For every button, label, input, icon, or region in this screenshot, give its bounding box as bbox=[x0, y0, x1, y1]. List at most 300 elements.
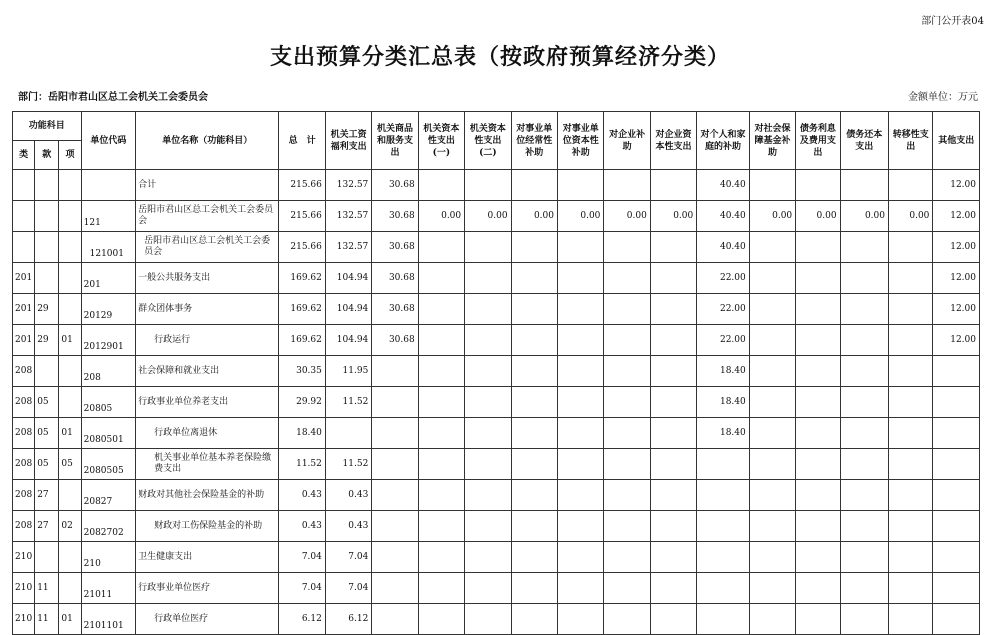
cell-value bbox=[557, 232, 603, 263]
cell-value bbox=[372, 480, 418, 511]
cell-unit-code: 20805 bbox=[81, 387, 136, 418]
cell-value: 12.00 bbox=[933, 325, 980, 356]
cell-lei: 201 bbox=[13, 294, 35, 325]
cell-unit-code: 20129 bbox=[81, 294, 136, 325]
cell-value bbox=[511, 170, 557, 201]
cell-value bbox=[511, 604, 557, 635]
cell-xiang bbox=[59, 232, 81, 263]
cell-value bbox=[372, 356, 418, 387]
cell-value bbox=[418, 325, 464, 356]
cell-xiang bbox=[59, 542, 81, 573]
table-body bbox=[13, 170, 980, 635]
cell-value bbox=[749, 480, 795, 511]
header-xiang: 项 bbox=[59, 141, 81, 170]
cell-value bbox=[840, 480, 888, 511]
cell-value bbox=[650, 263, 696, 294]
cell-value: 0.00 bbox=[889, 201, 933, 232]
cell-value bbox=[889, 573, 933, 604]
header-col: 对个人和家庭的补助 bbox=[697, 112, 749, 170]
cell-value: 0.00 bbox=[749, 201, 795, 232]
cell-value bbox=[889, 387, 933, 418]
header-col: 对社会保障基金补助 bbox=[749, 112, 795, 170]
header-func-group: 功能科目 bbox=[13, 112, 82, 141]
cell-value bbox=[465, 418, 511, 449]
cell-value: 132.57 bbox=[325, 201, 371, 232]
table-row bbox=[13, 232, 980, 263]
cell-value bbox=[650, 232, 696, 263]
cell-unit-code bbox=[81, 170, 136, 201]
cell-value bbox=[511, 263, 557, 294]
table-row bbox=[13, 170, 980, 201]
cell-xiang: 05 bbox=[59, 449, 81, 480]
cell-value bbox=[650, 480, 696, 511]
cell-value bbox=[418, 604, 464, 635]
cell-total: 215.66 bbox=[279, 170, 325, 201]
cell-value bbox=[749, 294, 795, 325]
cell-value bbox=[749, 325, 795, 356]
cell-value bbox=[604, 449, 650, 480]
cell-total: 169.62 bbox=[279, 263, 325, 294]
cell-value bbox=[840, 232, 888, 263]
cell-total: 6.12 bbox=[279, 604, 325, 635]
cell-value bbox=[557, 480, 603, 511]
table-row bbox=[13, 325, 980, 356]
cell-value bbox=[557, 573, 603, 604]
cell-kuan: 29 bbox=[35, 325, 59, 356]
cell-value bbox=[889, 449, 933, 480]
cell-unit-name: 卫生健康支出 bbox=[136, 542, 279, 573]
cell-value bbox=[650, 604, 696, 635]
cell-value bbox=[557, 356, 603, 387]
table-row bbox=[13, 356, 980, 387]
cell-value bbox=[889, 294, 933, 325]
cell-value: 22.00 bbox=[697, 263, 749, 294]
cell-value bbox=[418, 263, 464, 294]
cell-value bbox=[840, 356, 888, 387]
cell-lei bbox=[13, 170, 35, 201]
cell-value: 104.94 bbox=[325, 263, 371, 294]
cell-value bbox=[933, 387, 980, 418]
header-col: 机关工资福利支出 bbox=[325, 112, 371, 170]
cell-value bbox=[465, 542, 511, 573]
header-kuan: 款 bbox=[35, 141, 59, 170]
cell-kuan: 27 bbox=[35, 480, 59, 511]
cell-unit-name: 岳阳市君山区总工会机关工会委员会 bbox=[136, 201, 279, 232]
cell-value bbox=[418, 356, 464, 387]
cell-unit-name: 岳阳市君山区总工会机关工会委员会 bbox=[136, 232, 279, 263]
cell-value bbox=[418, 232, 464, 263]
cell-xiang bbox=[59, 480, 81, 511]
cell-unit-name: 一般公共服务支出 bbox=[136, 263, 279, 294]
cell-value bbox=[796, 449, 840, 480]
cell-lei bbox=[13, 232, 35, 263]
cell-value bbox=[372, 542, 418, 573]
cell-value bbox=[796, 263, 840, 294]
cell-value bbox=[889, 511, 933, 542]
cell-value: 0.00 bbox=[557, 201, 603, 232]
cell-value: 40.40 bbox=[697, 201, 749, 232]
cell-value bbox=[796, 170, 840, 201]
table-row bbox=[13, 542, 980, 573]
cell-value: 0.00 bbox=[650, 201, 696, 232]
cell-value bbox=[889, 325, 933, 356]
cell-value bbox=[511, 356, 557, 387]
cell-value: 0.00 bbox=[840, 201, 888, 232]
cell-total: 215.66 bbox=[279, 201, 325, 232]
cell-unit-code: 121 bbox=[81, 201, 136, 232]
cell-lei: 208 bbox=[13, 387, 35, 418]
cell-value: 6.12 bbox=[325, 604, 371, 635]
table-row bbox=[13, 418, 980, 449]
cell-value bbox=[840, 294, 888, 325]
cell-value bbox=[604, 325, 650, 356]
cell-value bbox=[604, 511, 650, 542]
table-row bbox=[13, 573, 980, 604]
cell-lei: 208 bbox=[13, 356, 35, 387]
header-lei: 类 bbox=[13, 141, 35, 170]
cell-value: 0.00 bbox=[796, 201, 840, 232]
cell-value bbox=[418, 387, 464, 418]
cell-value bbox=[511, 387, 557, 418]
table-row bbox=[13, 201, 980, 232]
cell-unit-name: 财政对工伤保险基金的补助 bbox=[136, 511, 279, 542]
page-title: 支出预算分类汇总表（按政府预算经济分类） bbox=[269, 44, 730, 70]
cell-unit-code: 2080505 bbox=[81, 449, 136, 480]
cell-unit-code: 201 bbox=[81, 263, 136, 294]
cell-value bbox=[889, 604, 933, 635]
cell-value bbox=[650, 356, 696, 387]
cell-value bbox=[840, 604, 888, 635]
cell-kuan bbox=[35, 201, 59, 232]
budget-table bbox=[12, 111, 980, 635]
cell-value bbox=[557, 170, 603, 201]
cell-lei: 208 bbox=[13, 511, 35, 542]
cell-value: 30.68 bbox=[372, 263, 418, 294]
cell-value: 11.52 bbox=[325, 449, 371, 480]
cell-xiang: 01 bbox=[59, 418, 81, 449]
cell-value bbox=[372, 418, 418, 449]
cell-unit-code: 2080501 bbox=[81, 418, 136, 449]
cell-value bbox=[418, 418, 464, 449]
cell-value bbox=[749, 449, 795, 480]
cell-unit-name: 行政单位医疗 bbox=[136, 604, 279, 635]
cell-value bbox=[840, 263, 888, 294]
header-col: 对企业资本性支出 bbox=[650, 112, 696, 170]
cell-kuan bbox=[35, 263, 59, 294]
cell-total: 215.66 bbox=[279, 232, 325, 263]
cell-total: 7.04 bbox=[279, 542, 325, 573]
cell-value bbox=[697, 604, 749, 635]
cell-value bbox=[604, 294, 650, 325]
cell-value bbox=[557, 294, 603, 325]
cell-value bbox=[650, 294, 696, 325]
cell-value bbox=[749, 418, 795, 449]
cell-lei: 208 bbox=[13, 480, 35, 511]
cell-value bbox=[604, 356, 650, 387]
cell-value bbox=[604, 170, 650, 201]
cell-value: 12.00 bbox=[933, 232, 980, 263]
header-col: 机关商品和服务支出 bbox=[372, 112, 418, 170]
cell-value bbox=[697, 480, 749, 511]
cell-value bbox=[557, 263, 603, 294]
cell-value bbox=[749, 232, 795, 263]
cell-value: 104.94 bbox=[325, 325, 371, 356]
amount-unit-label: 金额单位：万元 bbox=[908, 92, 978, 103]
header-col: 其他支出 bbox=[933, 112, 980, 170]
cell-value bbox=[796, 232, 840, 263]
cell-kuan bbox=[35, 542, 59, 573]
cell-xiang bbox=[59, 170, 81, 201]
cell-xiang bbox=[59, 356, 81, 387]
cell-xiang bbox=[59, 387, 81, 418]
cell-value bbox=[465, 263, 511, 294]
cell-value bbox=[557, 387, 603, 418]
cell-value bbox=[650, 573, 696, 604]
cell-value bbox=[933, 573, 980, 604]
cell-value: 7.04 bbox=[325, 542, 371, 573]
cell-kuan: 11 bbox=[35, 573, 59, 604]
cell-value bbox=[933, 604, 980, 635]
header-col: 对事业单位经常性补助 bbox=[511, 112, 557, 170]
cell-kuan bbox=[35, 232, 59, 263]
cell-unit-code: 2101101 bbox=[81, 604, 136, 635]
cell-kuan bbox=[35, 170, 59, 201]
cell-value bbox=[933, 511, 980, 542]
cell-lei: 208 bbox=[13, 418, 35, 449]
cell-value: 40.40 bbox=[697, 232, 749, 263]
cell-value bbox=[889, 263, 933, 294]
cell-value bbox=[796, 542, 840, 573]
cell-value bbox=[697, 542, 749, 573]
table-row bbox=[13, 511, 980, 542]
cell-total: 18.40 bbox=[279, 418, 325, 449]
cell-value bbox=[511, 449, 557, 480]
cell-value bbox=[604, 387, 650, 418]
cell-kuan: 05 bbox=[35, 418, 59, 449]
table-row bbox=[13, 480, 980, 511]
cell-value bbox=[796, 325, 840, 356]
cell-value bbox=[650, 542, 696, 573]
cell-value bbox=[840, 170, 888, 201]
cell-value bbox=[372, 449, 418, 480]
cell-value: 18.40 bbox=[697, 356, 749, 387]
cell-value bbox=[697, 511, 749, 542]
cell-unit-code: 2082702 bbox=[81, 511, 136, 542]
cell-value bbox=[604, 542, 650, 573]
cell-value bbox=[511, 418, 557, 449]
cell-unit-name: 行政单位离退休 bbox=[136, 418, 279, 449]
cell-value bbox=[749, 263, 795, 294]
cell-value bbox=[697, 573, 749, 604]
cell-value bbox=[840, 573, 888, 604]
cell-value: 22.00 bbox=[697, 325, 749, 356]
cell-value bbox=[557, 604, 603, 635]
cell-value: 22.00 bbox=[697, 294, 749, 325]
cell-value bbox=[465, 325, 511, 356]
cell-value bbox=[511, 232, 557, 263]
cell-unit-name: 社会保障和就业支出 bbox=[136, 356, 279, 387]
cell-unit-code: 210 bbox=[81, 542, 136, 573]
cell-value: 11.52 bbox=[325, 387, 371, 418]
cell-unit-code: 2012901 bbox=[81, 325, 136, 356]
cell-total: 7.04 bbox=[279, 573, 325, 604]
cell-value bbox=[933, 480, 980, 511]
cell-value bbox=[465, 573, 511, 604]
cell-value bbox=[796, 387, 840, 418]
cell-value bbox=[557, 325, 603, 356]
cell-value bbox=[796, 573, 840, 604]
cell-value bbox=[889, 170, 933, 201]
header-col: 转移性支出 bbox=[889, 112, 933, 170]
cell-value bbox=[889, 418, 933, 449]
cell-total: 29.92 bbox=[279, 387, 325, 418]
header-col: 机关资本性支出(一) bbox=[418, 112, 464, 170]
cell-value bbox=[749, 542, 795, 573]
table-row bbox=[13, 449, 980, 480]
header-unit-code: 单位代码 bbox=[81, 112, 136, 170]
cell-lei: 210 bbox=[13, 542, 35, 573]
cell-value bbox=[372, 387, 418, 418]
cell-value bbox=[511, 511, 557, 542]
cell-total: 11.52 bbox=[279, 449, 325, 480]
cell-value bbox=[372, 573, 418, 604]
cell-value bbox=[604, 604, 650, 635]
cell-value bbox=[840, 511, 888, 542]
cell-value: 0.00 bbox=[604, 201, 650, 232]
cell-value: 104.94 bbox=[325, 294, 371, 325]
cell-value bbox=[697, 449, 749, 480]
cell-value bbox=[749, 387, 795, 418]
cell-value bbox=[511, 294, 557, 325]
cell-value bbox=[650, 418, 696, 449]
cell-value bbox=[604, 418, 650, 449]
cell-value bbox=[889, 480, 933, 511]
cell-lei bbox=[13, 201, 35, 232]
cell-xiang bbox=[59, 201, 81, 232]
cell-unit-name: 机关事业单位基本养老保险缴费支出 bbox=[136, 449, 279, 480]
cell-value: 30.68 bbox=[372, 170, 418, 201]
cell-unit-code: 121001 bbox=[81, 232, 136, 263]
cell-value bbox=[557, 511, 603, 542]
cell-value bbox=[465, 356, 511, 387]
cell-value bbox=[749, 573, 795, 604]
cell-value bbox=[465, 170, 511, 201]
cell-value: 40.40 bbox=[697, 170, 749, 201]
cell-value: 30.68 bbox=[372, 232, 418, 263]
cell-value bbox=[933, 449, 980, 480]
cell-value bbox=[840, 449, 888, 480]
cell-total: 169.62 bbox=[279, 294, 325, 325]
cell-value bbox=[465, 232, 511, 263]
cell-value bbox=[933, 418, 980, 449]
table-row bbox=[13, 604, 980, 635]
cell-value bbox=[465, 480, 511, 511]
cell-value bbox=[604, 480, 650, 511]
cell-unit-code: 20827 bbox=[81, 480, 136, 511]
cell-value bbox=[749, 604, 795, 635]
cell-value bbox=[511, 542, 557, 573]
cell-value bbox=[418, 294, 464, 325]
cell-value: 30.68 bbox=[372, 294, 418, 325]
cell-unit-name: 行政事业单位养老支出 bbox=[136, 387, 279, 418]
cell-lei: 208 bbox=[13, 449, 35, 480]
cell-unit-name: 群众团体事务 bbox=[136, 294, 279, 325]
cell-value bbox=[650, 170, 696, 201]
cell-value bbox=[796, 356, 840, 387]
cell-value bbox=[465, 604, 511, 635]
cell-value bbox=[840, 418, 888, 449]
header-col: 债务还本支出 bbox=[840, 112, 888, 170]
cell-value: 18.40 bbox=[697, 387, 749, 418]
cell-value bbox=[650, 325, 696, 356]
cell-xiang: 01 bbox=[59, 604, 81, 635]
cell-value bbox=[511, 573, 557, 604]
cell-total: 0.43 bbox=[279, 480, 325, 511]
cell-value: 0.43 bbox=[325, 480, 371, 511]
cell-value bbox=[511, 480, 557, 511]
cell-value: 0.00 bbox=[511, 201, 557, 232]
cell-unit-name: 行政运行 bbox=[136, 325, 279, 356]
cell-unit-name: 合计 bbox=[136, 170, 279, 201]
cell-value bbox=[418, 573, 464, 604]
cell-value bbox=[796, 294, 840, 325]
cell-value bbox=[749, 170, 795, 201]
cell-value bbox=[604, 263, 650, 294]
header-total: 总 计 bbox=[279, 112, 325, 170]
cell-lei: 210 bbox=[13, 604, 35, 635]
cell-value: 30.68 bbox=[372, 201, 418, 232]
cell-value bbox=[796, 511, 840, 542]
cell-value bbox=[604, 573, 650, 604]
cell-kuan: 27 bbox=[35, 511, 59, 542]
cell-value: 0.00 bbox=[465, 201, 511, 232]
cell-value: 0.43 bbox=[325, 511, 371, 542]
cell-value: 12.00 bbox=[933, 263, 980, 294]
cell-value bbox=[889, 542, 933, 573]
department-label: 部门：岳阳市君山区总工会机关工会委员会 bbox=[18, 92, 208, 103]
cell-value bbox=[933, 542, 980, 573]
cell-lei: 210 bbox=[13, 573, 35, 604]
cell-kuan: 05 bbox=[35, 449, 59, 480]
cell-value bbox=[889, 232, 933, 263]
cell-value: 132.57 bbox=[325, 232, 371, 263]
cell-total: 169.62 bbox=[279, 325, 325, 356]
cell-value bbox=[465, 449, 511, 480]
header-unit-name: 单位名称（功能科目） bbox=[136, 112, 279, 170]
cell-value bbox=[840, 387, 888, 418]
cell-value: 12.00 bbox=[933, 294, 980, 325]
cell-value bbox=[418, 449, 464, 480]
cell-value bbox=[372, 604, 418, 635]
cell-value bbox=[465, 294, 511, 325]
cell-value bbox=[650, 387, 696, 418]
cell-value bbox=[557, 418, 603, 449]
cell-xiang: 01 bbox=[59, 325, 81, 356]
header-col: 机关资本性支出(二) bbox=[465, 112, 511, 170]
table-row bbox=[13, 294, 980, 325]
cell-kuan bbox=[35, 356, 59, 387]
cell-value bbox=[650, 449, 696, 480]
cell-value: 30.68 bbox=[372, 325, 418, 356]
header-col: 对企业补助 bbox=[604, 112, 650, 170]
cell-value: 12.00 bbox=[933, 201, 980, 232]
cell-total: 30.35 bbox=[279, 356, 325, 387]
cell-unit-name: 财政对其他社会保险基金的补助 bbox=[136, 480, 279, 511]
cell-value bbox=[465, 511, 511, 542]
cell-value: 18.40 bbox=[697, 418, 749, 449]
cell-value bbox=[557, 449, 603, 480]
table-row bbox=[13, 387, 980, 418]
